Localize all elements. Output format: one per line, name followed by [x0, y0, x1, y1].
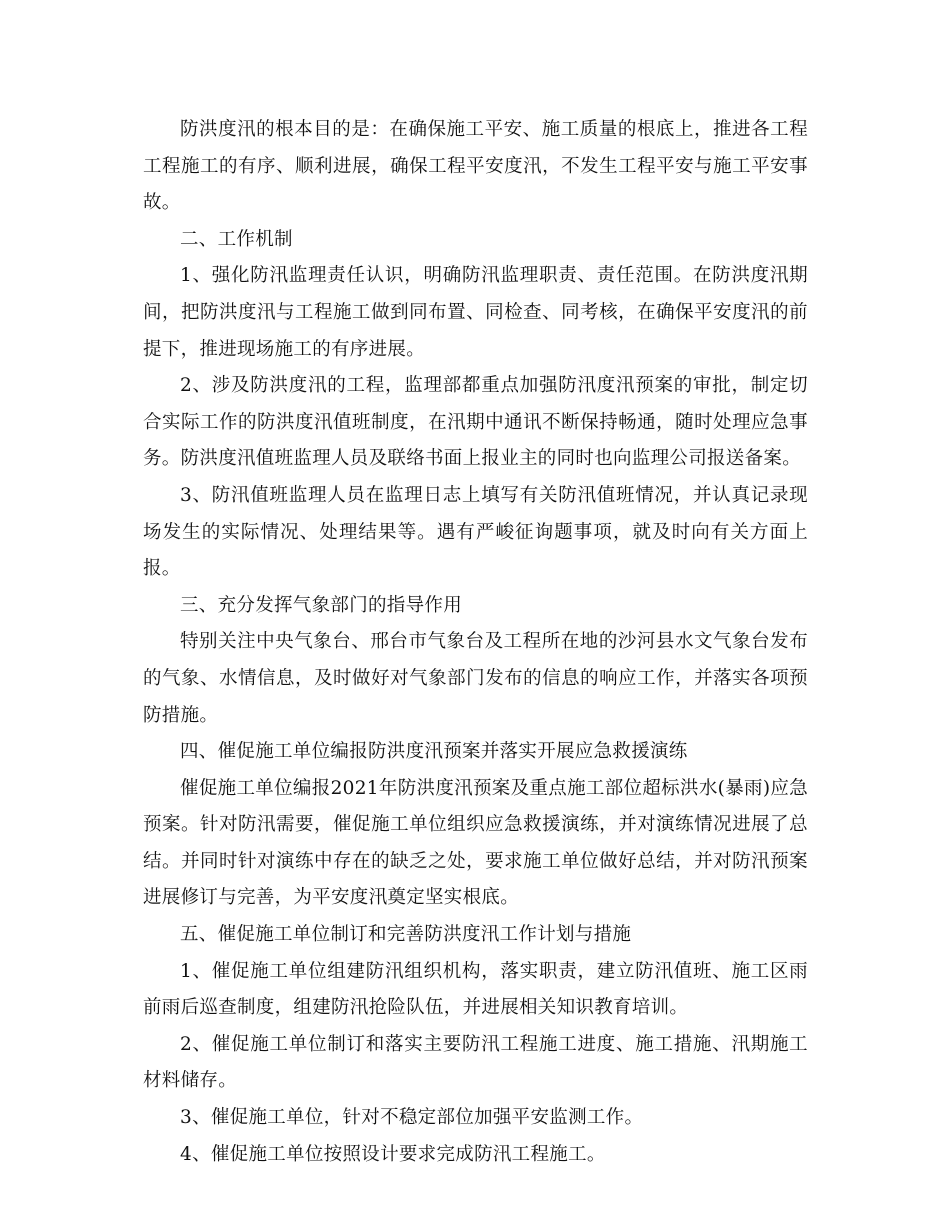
- paragraph-work-plan-4: 4、催促施工单位按照设计要求完成防汛工程施工。: [180, 1143, 606, 1165]
- paragraph-work-plan-2: 2、催促施工单位制订和落实主要防汛工程施工进度、施工措施、汛期施工材料储存。: [143, 1033, 808, 1092]
- section-heading-work-plan: 五、催促施工单位制订和完善防洪度汛工作计划与措施: [180, 924, 632, 946]
- section-heading-emergency-plan: 四、催促施工单位编报防洪度汛预案并落实开展应急救援演练: [180, 741, 688, 763]
- document-body: [143, 112, 808, 1173]
- paragraph-meteorology: 特别关注中央气象台、邢台市气象台及工程所在地的沙河县水文气象台发布的气象、水情信息，及时做好对气象部门发布的信息的响应工作，并落实各项预防措施。: [143, 631, 808, 726]
- paragraph-work-plan-3: 3、催促施工单位，针对不稳定部位加强平安监测工作。: [180, 1107, 644, 1129]
- paragraph-mechanism-2: 2、涉及防洪度汛的工程，监理部都重点加强防汛度汛预案的审批，制定切合实际工作的防洪度汛值班制度，在汛期中通讯不断保持畅通，随时处理应急事务。防洪度汛值班监理人员及联络书面上报业主的同时也向监理公司报送备案。: [143, 375, 808, 470]
- paragraph-mechanism-1: 1、强化防汛监理责任认识，明确防汛监理职责、责任范围。在防洪度汛期间，把防洪度汛与工程施工做到同布置、同检查、同考核，在确保平安度汛的前提下，推进现场施工的有序进展。: [143, 265, 808, 360]
- paragraph-emergency-plan: 催促施工单位编报2021年防洪度汛预案及重点施工部位超标洪水(暴雨)应急预案。针对防汛需要，催促施工单位组织应急救援演练，并对演练情况进展了总结。并同时针对演练中存在的缺乏之处，要求施工单位做好总结，并对防汛预案进展修订与完善，为平安度汛奠定坚实根底。: [143, 777, 808, 909]
- section-heading-work-mechanism: 二、工作机制: [180, 228, 293, 250]
- paragraph-mechanism-3: 3、防汛值班监理人员在监理日志上填写有关防汛值班情况，并认真记录现场发生的实际情况、处理结果等。遇有严峻征询题事项，就及时向有关方面上报。: [143, 484, 808, 580]
- section-heading-meteorology: 三、充分发挥气象部门的指导作用: [180, 594, 463, 616]
- paragraph-work-plan-1: 1、催促施工单位组建防汛组织机构，落实职责，建立防汛值班、施工区雨前雨后巡查制度，组建防汛抢险队伍，并进展相关知识教育培训。: [143, 960, 808, 1019]
- paragraph-purpose: 防洪度汛的根本目的是：在确保施工平安、施工质量的根底上，推进各工程工程施工的有序、顺利进展，确保工程平安度汛，不发生工程平安与施工平安事故。: [143, 119, 808, 214]
